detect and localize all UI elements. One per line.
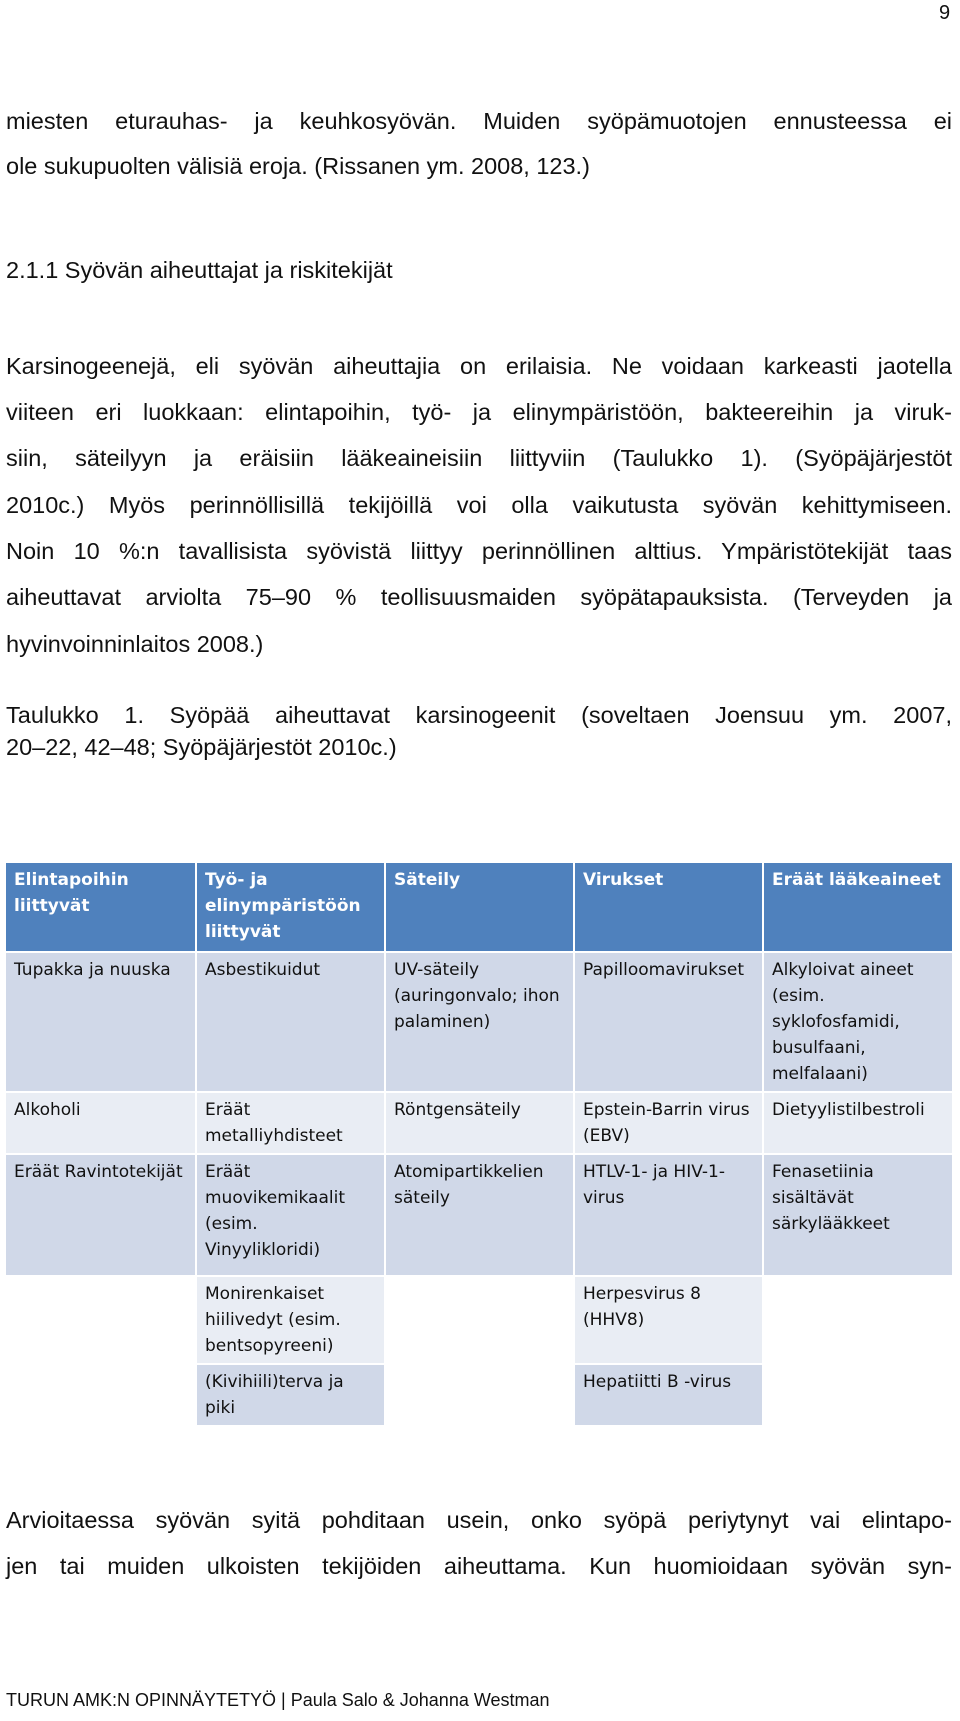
table-header-row xyxy=(6,863,952,952)
table-cell-empty xyxy=(6,1364,196,1425)
table-caption-line: Taulukko 1. Syöpää aiheuttavat karsinogeenit (soveltaen Joensuu ym. 2007, xyxy=(6,702,952,728)
paragraph-line: viiteen eri luokkaan: elintapoihin, työ- ja elinympäristöön, bakteereihin ja viruk- xyxy=(6,399,952,425)
column-header-drugs: Eräät lääkeaineet xyxy=(763,863,952,952)
carcinogen-table xyxy=(6,863,952,1425)
table-cell: UV-säteily (auringonvalo; ihon palaminen) xyxy=(385,952,574,1092)
table-cell: Tupakka ja nuuska xyxy=(6,952,196,1092)
column-header-viruses: Virukset xyxy=(574,863,763,952)
table-cell: Eräät Ravintotekijät xyxy=(6,1154,196,1276)
table-cell: Herpesvirus 8 (HHV8) xyxy=(574,1276,763,1364)
table-cell-empty xyxy=(763,1276,952,1364)
table-cell: Monirenkaiset hiilivedyt (esim. bentsopyreeni) xyxy=(196,1276,385,1364)
paragraph-line: hyvinvoinninlaitos 2008.) xyxy=(6,631,264,657)
table-row xyxy=(6,1154,952,1276)
paragraph-line: Karsinogeenejä, eli syövän aiheuttajia on erilaisia. Ne voidaan karkeasti jaotella xyxy=(6,353,952,379)
table-row xyxy=(6,1276,952,1364)
table-row xyxy=(6,1364,952,1425)
table-cell: Dietyylistilbestroli xyxy=(763,1092,952,1154)
table-cell: Eräät muovikemikaalit (esim. Vinyylikloridi) xyxy=(196,1154,385,1276)
table-cell: Eräät metalliyhdisteet xyxy=(196,1092,385,1154)
table-row xyxy=(6,1092,952,1154)
paragraph-line: Noin 10 %:n tavallisista syövistä liittyy perinnöllinen alttius. Ympäristötekijät taas xyxy=(6,538,952,564)
table-cell: (Kivihiili)terva ja piki xyxy=(196,1364,385,1425)
table-cell: Asbestikuidut xyxy=(196,952,385,1092)
table-cell: Alkoholi xyxy=(6,1092,196,1154)
table-cell-empty xyxy=(385,1276,574,1364)
table-cell: Atomipartikkelien säteily xyxy=(385,1154,574,1276)
table-cell: Fenasetiinia sisältävät särkylääkkeet xyxy=(763,1154,952,1276)
table-cell: Hepatiitti B -virus xyxy=(574,1364,763,1425)
paragraph-line: aiheuttavat arviolta 75–90 % teollisuusmaiden syöpätapauksista. (Terveyden ja xyxy=(6,584,952,610)
column-header-lifestyle: Elintapoihin liittyvät xyxy=(6,863,196,952)
column-header-environment: Työ- ja elinympäristöön liittyvät xyxy=(196,863,385,952)
table-cell-empty xyxy=(6,1276,196,1364)
table-cell: Epstein-Barrin virus (EBV) xyxy=(574,1092,763,1154)
table-cell: Papilloomavirukset xyxy=(574,952,763,1092)
table-cell: Alkyloivat aineet (esim. syklofosfamidi, busulfaani, melfalaani) xyxy=(763,952,952,1092)
column-header-radiation: Säteily xyxy=(385,863,574,952)
paragraph-line: Arvioitaessa syövän syitä pohditaan usein, onko syöpä periytynyt vai elintapo- xyxy=(6,1507,952,1533)
section-heading: 2.1.1 Syövän aiheuttajat ja riskitekijät xyxy=(6,257,393,283)
paragraph-line: ole sukupuolten välisiä eroja. (Rissanen ym. 2008, 123.) xyxy=(6,153,590,179)
table-caption-line: 20–22, 42–48; Syöpäjärjestöt 2010c.) xyxy=(6,734,397,760)
table-cell: Röntgensäteily xyxy=(385,1092,574,1154)
paragraph-line: jen tai muiden ulkoisten tekijöiden aiheuttama. Kun huomioidaan syövän syn- xyxy=(6,1553,952,1579)
table-row xyxy=(6,952,952,1092)
table-cell-empty xyxy=(763,1364,952,1425)
table-cell-empty xyxy=(385,1364,574,1425)
paragraph-line: 2010c.) Myös perinnöllisillä tekijöillä voi olla vaikutusta syövän kehittymiseen. xyxy=(6,492,952,518)
paragraph-line: miesten eturauhas- ja keuhkosyövän. Muiden syöpämuotojen ennusteessa ei xyxy=(6,108,952,134)
paragraph-line: siin, säteilyyn ja eräisiin lääkeaineisiin liittyviin (Taulukko 1). (Syöpäjärjestöt xyxy=(6,445,952,471)
page-footer: TURUN AMK:N OPINNÄYTETYÖ | Paula Salo & Johanna Westman xyxy=(6,1690,550,1710)
page-number: 9 xyxy=(939,2,951,24)
table-cell: HTLV-1- ja HIV-1-virus xyxy=(574,1154,763,1276)
